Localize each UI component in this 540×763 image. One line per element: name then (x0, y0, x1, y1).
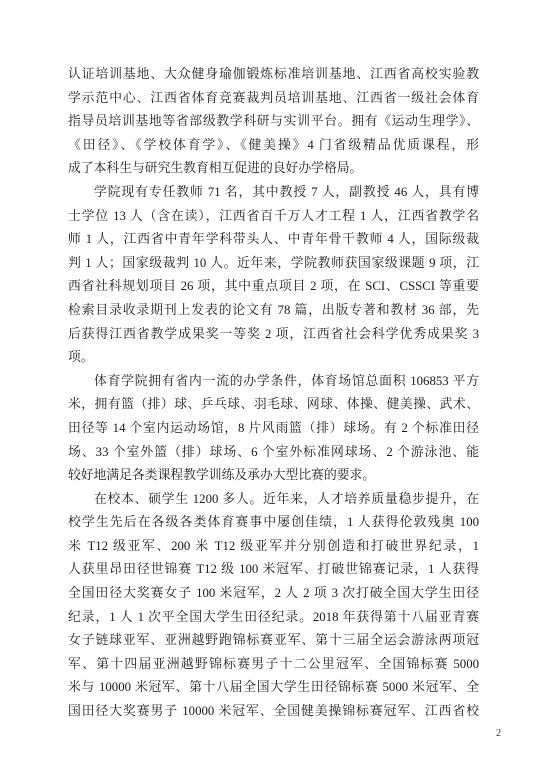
text-line: 较好地满足各类课程教学训练及承办大型比赛的要求。 (68, 468, 376, 483)
text-line: 全国田径大奖赛女子 100 米冠军，2 人 2 项 3 次打破全国大学生田径 (68, 586, 479, 601)
text-line: 米 T12 级亚军、200 米 T12 级亚军并分别创造和打破世界纪录，1 (68, 538, 479, 553)
text-line: 学院现有专任教师 71 名，其中教授 7 人，副教授 46 人，具有博 (94, 184, 479, 199)
paragraph-platforms (68, 63, 479, 181)
text-line: 米与 10000 米冠军、第十八届全国大学生田径锦标赛 5000 米冠军、全 (68, 680, 479, 695)
text-line: 检索目录收录期刊上发表的论文有 78 篇，出版专著和教材 36 部，先 (68, 302, 479, 317)
body-text (68, 63, 479, 724)
text-line: 指导员培训基地等省部级教学科研与实训平台。拥有《运动生理学》、 (68, 114, 479, 129)
text-line: 校学生先后在各级各类体育赛事中屡创佳绩，1 人获得伦敦残奥 100 (68, 515, 479, 530)
text-line: 人获里昂田径世锦赛 T12 级 100 米冠军、打破世锦赛记录，1 人获得 (68, 562, 479, 577)
text-line: 西省社科规划项目 26 项，其中重点项目 2 项，在 SCI、CSSCI 等重要 (68, 279, 479, 294)
text-line: 师 1 人，江西省中青年学科带头人、中青年骨干教师 4 人，国际级裁 (68, 232, 479, 247)
paragraph-facilities (68, 370, 479, 488)
text-line: 米，拥有篮（排）球、乒乓球、羽毛球、网球、体操、健美操、武术、 (68, 397, 479, 412)
paragraph-faculty (68, 181, 479, 370)
text-line: 项。 (68, 350, 94, 365)
text-line: 学示范中心、江西省体育竞赛裁判员培训基地、江西省一级社会体育 (68, 90, 479, 105)
text-line: 田径等 14 个室内运动场馆，8 片风雨篮（排）球场。有 2 个标准田径 (68, 420, 479, 435)
text-line: 《田径》、《学校体育学》、《健美操》4 门省级精品优质课程，形 (68, 137, 479, 152)
text-line: 体育学院拥有省内一流的办学条件，体育场馆总面积 106853 平方 (94, 373, 479, 388)
text-line: 场、33 个室外篮（排）球场、6 个室外标准网球场、2 个游泳池、能 (68, 444, 479, 459)
text-line: 成了本科生与研究生教育相互促进的良好办学格局。 (68, 161, 363, 176)
paragraph-students (68, 488, 479, 724)
text-line: 士学位 13 人（含在读），江西省百千万人才工程 1 人，江西省教学名 (68, 208, 479, 223)
text-line: 认证培训基地、大众健身瑜伽锻炼标准培训基地、江西省高校实验教 (68, 67, 479, 81)
text-line: 国田径大奖赛男子 10000 米冠军、全国健美操锦标赛冠军、江西省校 (68, 704, 479, 719)
page-number: 2 (496, 728, 501, 739)
text-line: 纪录，1 人 1 次平全国大学生田径纪录。2018 年获得第十八届亚青赛 (68, 609, 479, 624)
text-line: 后获得江西省教学成果奖一等奖 2 项，江西省社会科学优秀成果奖 3 (68, 326, 479, 341)
text-line: 女子链球亚军、亚洲越野跑锦标赛亚军、第十三届全运会游泳两项冠 (68, 633, 479, 648)
text-line: 军、第十四届亚洲越野锦标赛男子十二公里冠军、全国锦标赛 5000 (68, 656, 479, 671)
text-line: 在校本、硕学生 1200 多人。近年来，人才培养质量稳步提升，在 (94, 491, 479, 506)
text-line: 判 1 人；国家级裁判 10 人。近年来，学院教师获国家级课题 9 项，江 (68, 255, 479, 270)
